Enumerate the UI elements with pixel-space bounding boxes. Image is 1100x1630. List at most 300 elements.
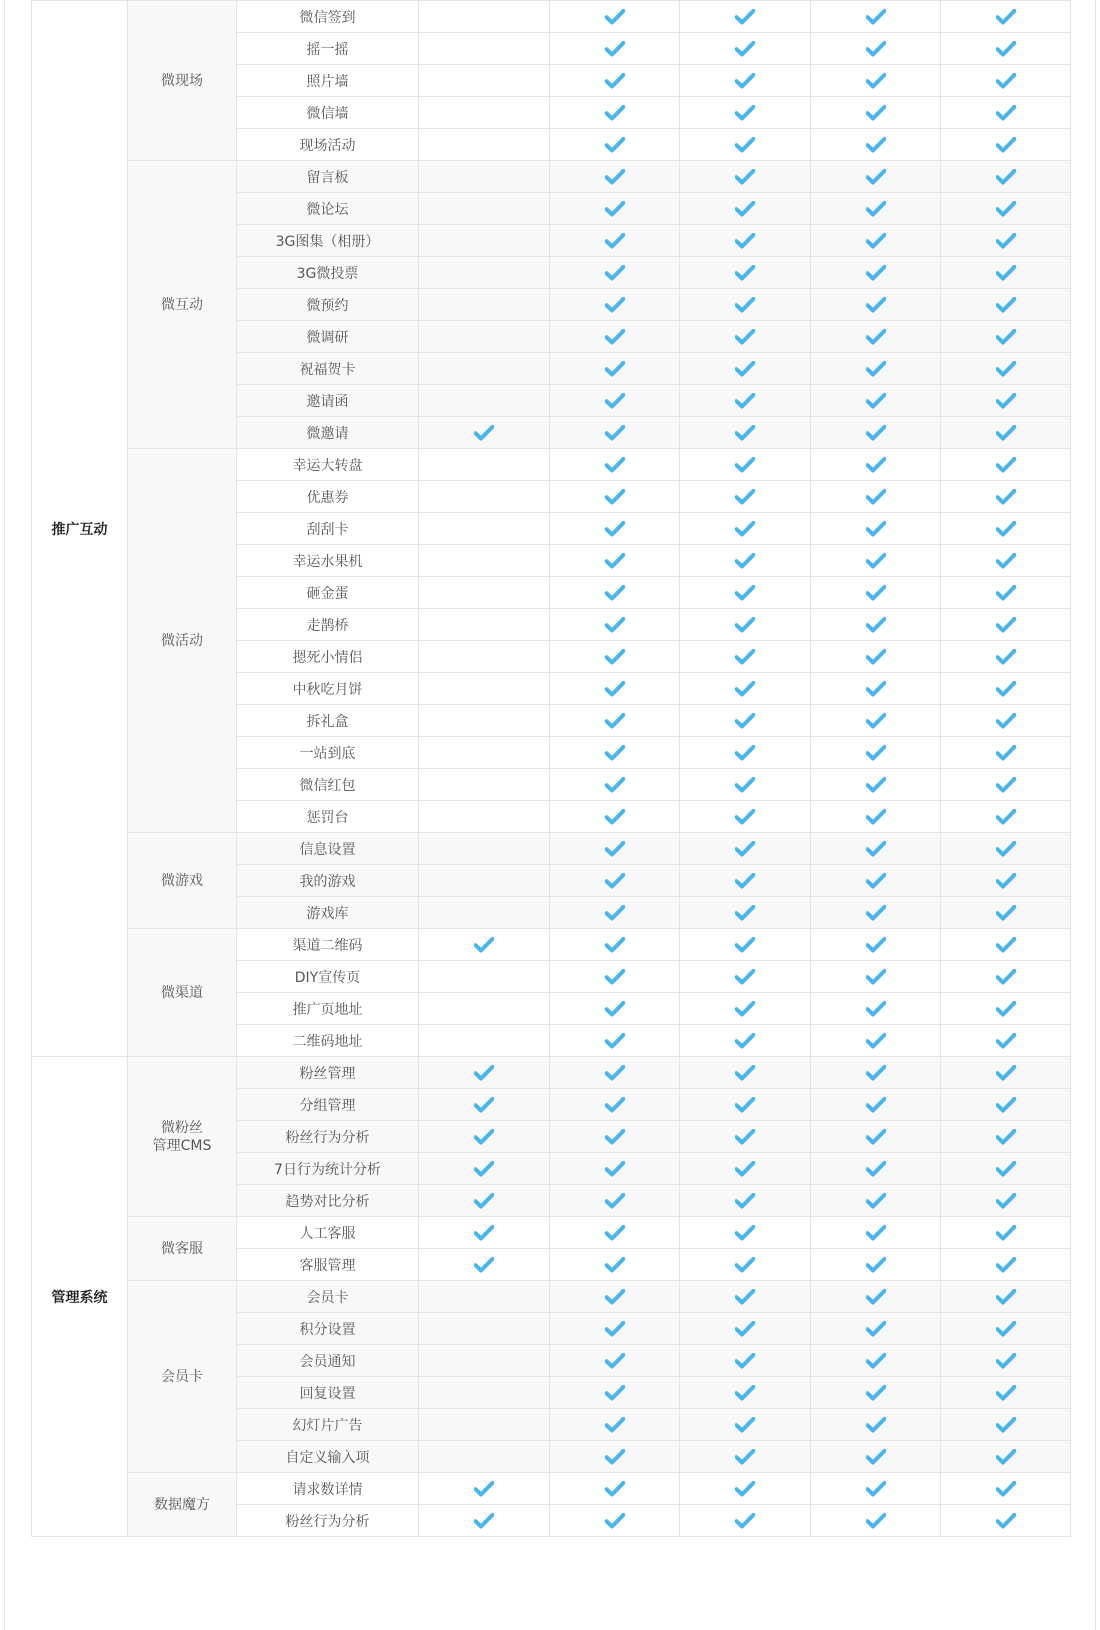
plan-4-cell bbox=[811, 225, 941, 257]
checkmark-icon bbox=[811, 169, 940, 185]
feature-name: 微信墙 bbox=[237, 97, 419, 129]
checkmark-icon bbox=[811, 1257, 940, 1273]
plan-5-cell bbox=[941, 673, 1071, 705]
plan-2-cell bbox=[550, 1185, 680, 1217]
checkmark-icon bbox=[680, 553, 810, 569]
plan-3-cell bbox=[680, 289, 811, 321]
checkmark-icon bbox=[680, 361, 810, 377]
checkmark-icon bbox=[941, 969, 1070, 985]
plan-4-cell bbox=[811, 801, 941, 833]
checkmark-icon bbox=[550, 873, 679, 889]
checkmark-icon bbox=[811, 9, 940, 25]
plan-4-cell bbox=[811, 1057, 941, 1089]
checkmark-icon bbox=[550, 329, 679, 345]
checkmark-icon bbox=[550, 713, 679, 729]
plan-2-cell bbox=[550, 833, 680, 865]
plan-1-cell bbox=[419, 1153, 550, 1185]
plan-1-cell bbox=[419, 513, 550, 545]
checkmark-icon bbox=[550, 937, 679, 953]
plan-4-cell bbox=[811, 705, 941, 737]
plan-3-cell bbox=[680, 1153, 811, 1185]
checkmark-icon bbox=[811, 425, 940, 441]
checkmark-icon bbox=[550, 105, 679, 121]
checkmark-icon bbox=[811, 137, 940, 153]
feature-name: 推广页地址 bbox=[237, 993, 419, 1025]
plan-5-cell bbox=[941, 1, 1071, 33]
plan-1-cell bbox=[419, 1377, 550, 1409]
plan-3-cell bbox=[680, 1217, 811, 1249]
table-row bbox=[32, 1217, 1071, 1249]
plan-1-cell bbox=[419, 449, 550, 481]
checkmark-icon bbox=[811, 489, 940, 505]
checkmark-icon bbox=[680, 841, 810, 857]
checkmark-icon bbox=[550, 1129, 679, 1145]
checkmark-icon bbox=[680, 425, 810, 441]
plan-5-cell bbox=[941, 513, 1071, 545]
plan-4-cell bbox=[811, 737, 941, 769]
checkmark-icon bbox=[680, 201, 810, 217]
plan-4-cell bbox=[811, 193, 941, 225]
group-label: 微活动 bbox=[128, 449, 237, 833]
checkmark-icon bbox=[941, 521, 1070, 537]
checkmark-icon bbox=[680, 521, 810, 537]
plan-5-cell bbox=[941, 1217, 1071, 1249]
feature-name: 微预约 bbox=[237, 289, 419, 321]
table-row bbox=[32, 833, 1071, 865]
plan-5-cell bbox=[941, 1025, 1071, 1057]
plan-1-cell bbox=[419, 705, 550, 737]
checkmark-icon bbox=[941, 73, 1070, 89]
feature-name: 幸运大转盘 bbox=[237, 449, 419, 481]
plan-5-cell bbox=[941, 321, 1071, 353]
plan-5-cell bbox=[941, 129, 1071, 161]
plan-2-cell bbox=[550, 257, 680, 289]
checkmark-icon bbox=[811, 521, 940, 537]
checkmark-icon bbox=[680, 745, 810, 761]
checkmark-icon bbox=[941, 905, 1070, 921]
plan-1-cell bbox=[419, 865, 550, 897]
feature-name: 邀请函 bbox=[237, 385, 419, 417]
plan-4-cell bbox=[811, 1025, 941, 1057]
plan-3-cell bbox=[680, 801, 811, 833]
plan-3-cell bbox=[680, 129, 811, 161]
checkmark-icon bbox=[811, 1033, 940, 1049]
plan-3-cell bbox=[680, 1025, 811, 1057]
plan-2-cell bbox=[550, 673, 680, 705]
plan-1-cell bbox=[419, 353, 550, 385]
group-label: 数据魔方 bbox=[128, 1473, 237, 1537]
plan-4-cell bbox=[811, 161, 941, 193]
feature-name: 二维码地址 bbox=[237, 1025, 419, 1057]
checkmark-icon bbox=[811, 1065, 940, 1081]
checkmark-icon bbox=[811, 1001, 940, 1017]
checkmark-icon bbox=[680, 489, 810, 505]
checkmark-icon bbox=[680, 41, 810, 57]
checkmark-icon bbox=[550, 1161, 679, 1177]
checkmark-icon bbox=[680, 265, 810, 281]
checkmark-icon bbox=[811, 1161, 940, 1177]
checkmark-icon bbox=[941, 1097, 1070, 1113]
plan-2-cell bbox=[550, 161, 680, 193]
plan-3-cell bbox=[680, 1281, 811, 1313]
plan-3-cell bbox=[680, 577, 811, 609]
checkmark-icon bbox=[550, 169, 679, 185]
plan-3-cell bbox=[680, 673, 811, 705]
section-label: 管理系统 bbox=[32, 1057, 128, 1537]
checkmark-icon bbox=[811, 681, 940, 697]
checkmark-icon bbox=[811, 1289, 940, 1305]
checkmark-icon bbox=[419, 937, 549, 953]
checkmark-icon bbox=[811, 553, 940, 569]
plan-2-cell bbox=[550, 1313, 680, 1345]
feature-name: 7日行为统计分析 bbox=[237, 1153, 419, 1185]
table-row bbox=[32, 1, 1071, 33]
plan-2-cell bbox=[550, 1057, 680, 1089]
checkmark-icon bbox=[680, 1097, 810, 1113]
checkmark-icon bbox=[941, 1129, 1070, 1145]
group-label: 微现场 bbox=[128, 1, 237, 161]
plan-2-cell bbox=[550, 1409, 680, 1441]
plan-3-cell bbox=[680, 161, 811, 193]
checkmark-icon bbox=[811, 393, 940, 409]
checkmark-icon bbox=[680, 649, 810, 665]
plan-2-cell bbox=[550, 1025, 680, 1057]
checkmark-icon bbox=[941, 809, 1070, 825]
checkmark-icon bbox=[941, 1193, 1070, 1209]
checkmark-icon bbox=[941, 201, 1070, 217]
checkmark-icon bbox=[941, 361, 1070, 377]
plan-4-cell bbox=[811, 1, 941, 33]
plan-3-cell bbox=[680, 641, 811, 673]
plan-5-cell bbox=[941, 289, 1071, 321]
checkmark-icon bbox=[811, 41, 940, 57]
plan-2-cell bbox=[550, 801, 680, 833]
plan-3-cell bbox=[680, 1057, 811, 1089]
plan-2-cell bbox=[550, 33, 680, 65]
feature-name: 游戏库 bbox=[237, 897, 419, 929]
group-label: 微游戏 bbox=[128, 833, 237, 929]
checkmark-icon bbox=[941, 937, 1070, 953]
plan-3-cell bbox=[680, 1409, 811, 1441]
checkmark-icon bbox=[550, 521, 679, 537]
plan-5-cell bbox=[941, 1313, 1071, 1345]
feature-name: 现场活动 bbox=[237, 129, 419, 161]
plan-2-cell bbox=[550, 193, 680, 225]
checkmark-icon bbox=[550, 393, 679, 409]
plan-5-cell bbox=[941, 161, 1071, 193]
checkmark-icon bbox=[941, 489, 1070, 505]
plan-2-cell bbox=[550, 129, 680, 161]
checkmark-icon bbox=[680, 1257, 810, 1273]
plan-1-cell bbox=[419, 1025, 550, 1057]
checkmark-icon bbox=[419, 1481, 549, 1497]
plan-1-cell bbox=[419, 1313, 550, 1345]
checkmark-icon bbox=[680, 169, 810, 185]
checkmark-icon bbox=[811, 1513, 940, 1529]
group-label: 微渠道 bbox=[128, 929, 237, 1057]
checkmark-icon bbox=[811, 329, 940, 345]
plan-4-cell bbox=[811, 97, 941, 129]
plan-2-cell bbox=[550, 1441, 680, 1473]
feature-name: 微调研 bbox=[237, 321, 419, 353]
checkmark-icon bbox=[550, 841, 679, 857]
plan-4-cell bbox=[811, 449, 941, 481]
plan-4-cell bbox=[811, 1377, 941, 1409]
plan-5-cell bbox=[941, 1057, 1071, 1089]
feature-name: 照片墙 bbox=[237, 65, 419, 97]
feature-name: 幻灯片广告 bbox=[237, 1409, 419, 1441]
plan-4-cell bbox=[811, 1441, 941, 1473]
checkmark-icon bbox=[550, 745, 679, 761]
plan-3-cell bbox=[680, 769, 811, 801]
plan-4-cell bbox=[811, 513, 941, 545]
checkmark-icon bbox=[941, 233, 1070, 249]
checkmark-icon bbox=[550, 201, 679, 217]
checkmark-icon bbox=[941, 1289, 1070, 1305]
plan-1-cell bbox=[419, 577, 550, 609]
checkmark-icon bbox=[680, 873, 810, 889]
checkmark-icon bbox=[941, 457, 1070, 473]
plan-1-cell bbox=[419, 673, 550, 705]
plan-1-cell bbox=[419, 289, 550, 321]
checkmark-icon bbox=[680, 937, 810, 953]
plan-5-cell bbox=[941, 897, 1071, 929]
plan-4-cell bbox=[811, 1313, 941, 1345]
checkmark-icon bbox=[680, 681, 810, 697]
feature-name: 回复设置 bbox=[237, 1377, 419, 1409]
plan-3-cell bbox=[680, 417, 811, 449]
plan-4-cell bbox=[811, 897, 941, 929]
checkmark-icon bbox=[811, 1385, 940, 1401]
checkmark-icon bbox=[419, 1257, 549, 1273]
plan-5-cell bbox=[941, 1441, 1071, 1473]
feature-name: 粉丝行为分析 bbox=[237, 1505, 419, 1537]
plan-3-cell bbox=[680, 1249, 811, 1281]
plan-2-cell bbox=[550, 1281, 680, 1313]
checkmark-icon bbox=[941, 393, 1070, 409]
plan-1-cell bbox=[419, 1057, 550, 1089]
checkmark-icon bbox=[811, 1449, 940, 1465]
checkmark-icon bbox=[811, 809, 940, 825]
checkmark-icon bbox=[941, 777, 1070, 793]
plan-4-cell bbox=[811, 865, 941, 897]
checkmark-icon bbox=[680, 297, 810, 313]
plan-3-cell bbox=[680, 1121, 811, 1153]
feature-name: DIY宣传页 bbox=[237, 961, 419, 993]
feature-name: 刮刮卡 bbox=[237, 513, 419, 545]
plan-4-cell bbox=[811, 129, 941, 161]
plan-3-cell bbox=[680, 321, 811, 353]
plan-5-cell bbox=[941, 737, 1071, 769]
checkmark-icon bbox=[811, 745, 940, 761]
feature-name: 我的游戏 bbox=[237, 865, 419, 897]
plan-3-cell bbox=[680, 705, 811, 737]
plan-3-cell bbox=[680, 1313, 811, 1345]
plan-4-cell bbox=[811, 481, 941, 513]
checkmark-icon bbox=[550, 905, 679, 921]
checkmark-icon bbox=[550, 137, 679, 153]
plan-3-cell bbox=[680, 385, 811, 417]
plan-1-cell bbox=[419, 417, 550, 449]
plan-5-cell bbox=[941, 257, 1071, 289]
plan-5-cell bbox=[941, 929, 1071, 961]
checkmark-icon bbox=[811, 1353, 940, 1369]
plan-3-cell bbox=[680, 1345, 811, 1377]
feature-name: 幸运水果机 bbox=[237, 545, 419, 577]
plan-5-cell bbox=[941, 641, 1071, 673]
feature-name: 3G图集（相册） bbox=[237, 225, 419, 257]
plan-3-cell bbox=[680, 513, 811, 545]
plan-2-cell bbox=[550, 1249, 680, 1281]
checkmark-icon bbox=[680, 457, 810, 473]
feature-name: 砸金蛋 bbox=[237, 577, 419, 609]
plan-2-cell bbox=[550, 737, 680, 769]
checkmark-icon bbox=[941, 1065, 1070, 1081]
plan-2-cell bbox=[550, 993, 680, 1025]
checkmark-icon bbox=[550, 1289, 679, 1305]
plan-4-cell bbox=[811, 961, 941, 993]
checkmark-icon bbox=[941, 553, 1070, 569]
plan-1-cell bbox=[419, 1409, 550, 1441]
feature-name: 自定义输入项 bbox=[237, 1441, 419, 1473]
feature-name: 3G微投票 bbox=[237, 257, 419, 289]
feature-name: 客服管理 bbox=[237, 1249, 419, 1281]
plan-5-cell bbox=[941, 577, 1071, 609]
plan-3-cell bbox=[680, 1473, 811, 1505]
plan-1-cell bbox=[419, 1249, 550, 1281]
plan-5-cell bbox=[941, 449, 1071, 481]
plan-4-cell bbox=[811, 417, 941, 449]
checkmark-icon bbox=[680, 233, 810, 249]
plan-5-cell bbox=[941, 385, 1071, 417]
feature-name: 粉丝行为分析 bbox=[237, 1121, 419, 1153]
checkmark-icon bbox=[550, 681, 679, 697]
plan-1-cell bbox=[419, 1505, 550, 1537]
plan-1-cell bbox=[419, 929, 550, 961]
plan-3-cell bbox=[680, 257, 811, 289]
checkmark-icon bbox=[680, 1033, 810, 1049]
checkmark-icon bbox=[941, 841, 1070, 857]
plan-1-cell bbox=[419, 1185, 550, 1217]
plan-1-cell bbox=[419, 97, 550, 129]
plan-4-cell bbox=[811, 1409, 941, 1441]
checkmark-icon bbox=[550, 457, 679, 473]
plan-1-cell bbox=[419, 65, 550, 97]
checkmark-icon bbox=[811, 1417, 940, 1433]
plan-4-cell bbox=[811, 1345, 941, 1377]
feature-name: 一站到底 bbox=[237, 737, 419, 769]
checkmark-icon bbox=[680, 1289, 810, 1305]
plan-1-cell bbox=[419, 737, 550, 769]
checkmark-icon bbox=[550, 617, 679, 633]
plan-5-cell bbox=[941, 1377, 1071, 1409]
plan-2-cell bbox=[550, 513, 680, 545]
plan-3-cell bbox=[680, 65, 811, 97]
checkmark-icon bbox=[680, 329, 810, 345]
checkmark-icon bbox=[811, 969, 940, 985]
checkmark-icon bbox=[680, 1353, 810, 1369]
plan-1-cell bbox=[419, 641, 550, 673]
plan-5-cell bbox=[941, 193, 1071, 225]
checkmark-icon bbox=[550, 1001, 679, 1017]
checkmark-icon bbox=[550, 1257, 679, 1273]
feature-comparison-table bbox=[31, 0, 1071, 1537]
checkmark-icon bbox=[811, 617, 940, 633]
checkmark-icon bbox=[941, 1001, 1070, 1017]
group-label: 会员卡 bbox=[128, 1281, 237, 1473]
checkmark-icon bbox=[680, 105, 810, 121]
checkmark-icon bbox=[550, 425, 679, 441]
plan-2-cell bbox=[550, 1217, 680, 1249]
plan-2-cell bbox=[550, 1345, 680, 1377]
checkmark-icon bbox=[811, 73, 940, 89]
plan-1-cell bbox=[419, 769, 550, 801]
feature-name: 微论坛 bbox=[237, 193, 419, 225]
plan-5-cell bbox=[941, 769, 1071, 801]
plan-2-cell bbox=[550, 481, 680, 513]
checkmark-icon bbox=[680, 1161, 810, 1177]
checkmark-icon bbox=[811, 777, 940, 793]
checkmark-icon bbox=[680, 585, 810, 601]
checkmark-icon bbox=[811, 1321, 940, 1337]
checkmark-icon bbox=[680, 809, 810, 825]
feature-name: 微信红包 bbox=[237, 769, 419, 801]
plan-5-cell bbox=[941, 801, 1071, 833]
checkmark-icon bbox=[941, 1225, 1070, 1241]
section-label: 推广互动 bbox=[32, 1, 128, 1057]
checkmark-icon bbox=[550, 809, 679, 825]
plan-4-cell bbox=[811, 1281, 941, 1313]
checkmark-icon bbox=[550, 489, 679, 505]
plan-5-cell bbox=[941, 1505, 1071, 1537]
plan-5-cell bbox=[941, 609, 1071, 641]
plan-2-cell bbox=[550, 897, 680, 929]
plan-4-cell bbox=[811, 1249, 941, 1281]
checkmark-icon bbox=[550, 969, 679, 985]
plan-5-cell bbox=[941, 417, 1071, 449]
plan-2-cell bbox=[550, 449, 680, 481]
checkmark-icon bbox=[941, 1385, 1070, 1401]
plan-5-cell bbox=[941, 481, 1071, 513]
checkmark-icon bbox=[941, 1449, 1070, 1465]
group-label: 微粉丝 管理CMS bbox=[128, 1057, 237, 1217]
checkmark-icon bbox=[680, 1129, 810, 1145]
plan-2-cell bbox=[550, 1121, 680, 1153]
checkmark-icon bbox=[680, 1449, 810, 1465]
plan-1-cell bbox=[419, 1441, 550, 1473]
checkmark-icon bbox=[680, 1193, 810, 1209]
checkmark-icon bbox=[550, 233, 679, 249]
plan-3-cell bbox=[680, 193, 811, 225]
plan-4-cell bbox=[811, 257, 941, 289]
checkmark-icon bbox=[550, 1065, 679, 1081]
checkmark-icon bbox=[680, 137, 810, 153]
plan-3-cell bbox=[680, 993, 811, 1025]
checkmark-icon bbox=[550, 1321, 679, 1337]
plan-5-cell bbox=[941, 705, 1071, 737]
plan-4-cell bbox=[811, 1473, 941, 1505]
checkmark-icon bbox=[811, 361, 940, 377]
table-row bbox=[32, 1281, 1071, 1313]
plan-4-cell bbox=[811, 1505, 941, 1537]
checkmark-icon bbox=[680, 1321, 810, 1337]
feature-name: 请求数详情 bbox=[237, 1473, 419, 1505]
plan-4-cell bbox=[811, 1089, 941, 1121]
plan-3-cell bbox=[680, 1505, 811, 1537]
plan-4-cell bbox=[811, 673, 941, 705]
plan-2-cell bbox=[550, 769, 680, 801]
checkmark-icon bbox=[811, 1129, 940, 1145]
